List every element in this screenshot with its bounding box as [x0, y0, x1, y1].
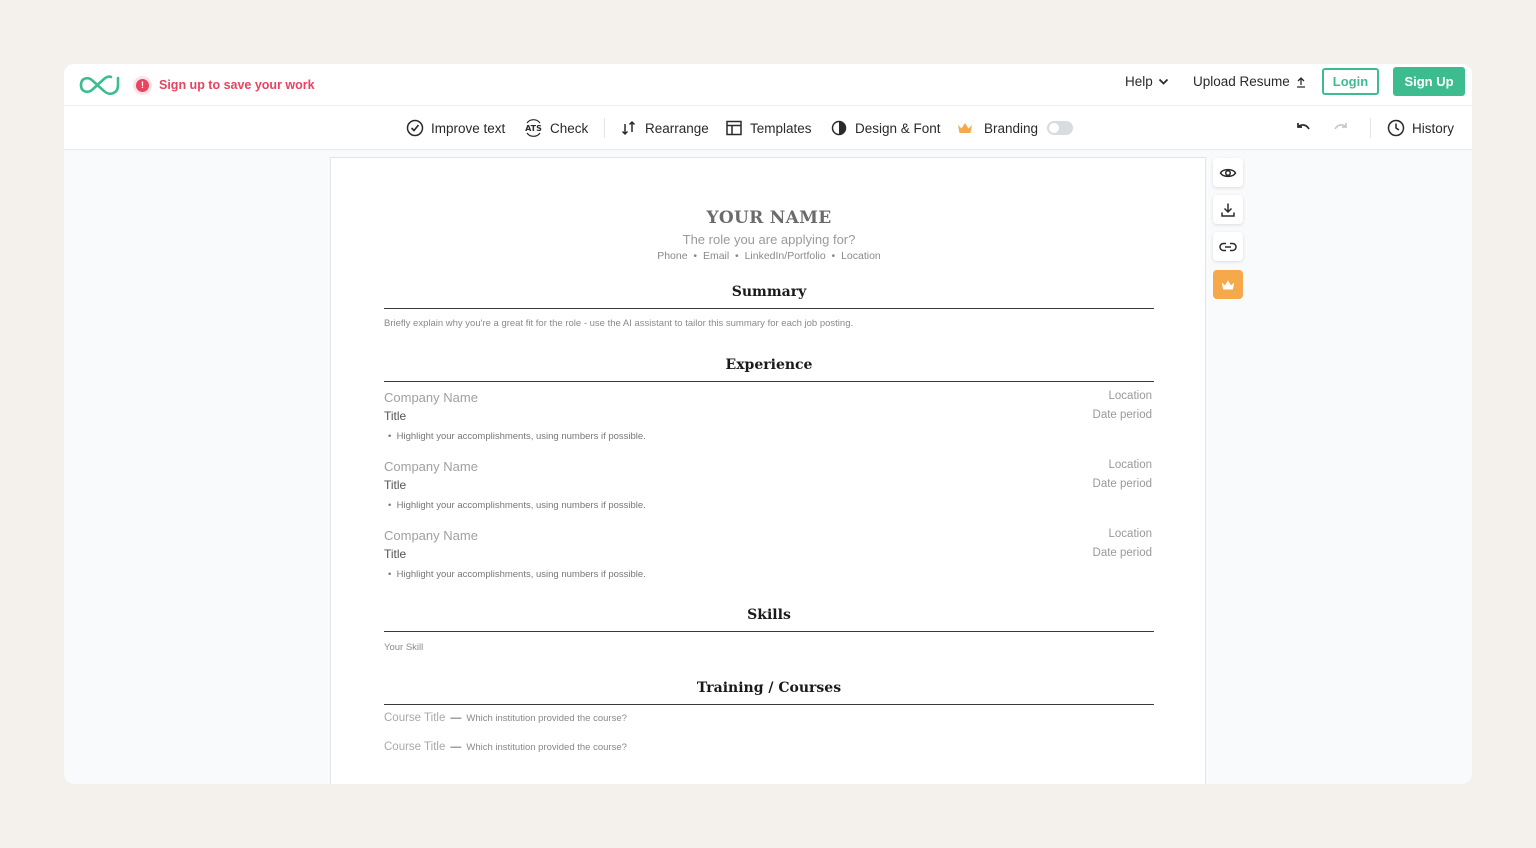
alert-text[interactable]: Sign up to save your work [159, 78, 315, 92]
undo-icon[interactable] [1294, 119, 1312, 137]
job-location[interactable]: Location [1108, 459, 1152, 471]
resume-page [330, 157, 1206, 784]
job-bullet[interactable]: • Highlight your accomplishments, using numbers if possible. [388, 500, 646, 511]
company-name[interactable]: Company Name [384, 528, 478, 543]
course-item[interactable] [384, 741, 627, 753]
redo-icon[interactable] [1332, 119, 1350, 137]
branding-toggle[interactable] [1047, 121, 1073, 135]
job-date[interactable]: Date period [1092, 409, 1152, 421]
resume-role[interactable]: The role you are applying for? [682, 232, 856, 247]
download-icon [1219, 201, 1237, 219]
alert-icon: ! [136, 79, 149, 92]
logo-icon[interactable] [78, 72, 122, 98]
save-work-alert[interactable] [136, 75, 315, 95]
eye-icon [1219, 164, 1237, 182]
section-divider [384, 704, 1154, 705]
job-title[interactable]: Title [384, 478, 407, 492]
check-circle-icon [406, 119, 424, 137]
skills-heading: Skills [747, 607, 791, 623]
course-title[interactable]: Course Title [384, 712, 446, 724]
ats-icon [524, 119, 543, 137]
course-institution[interactable]: Which institution provided the course? [466, 712, 627, 724]
templates-button[interactable] [725, 118, 812, 138]
toolbar-divider [604, 118, 605, 138]
job-location[interactable]: Location [1108, 390, 1152, 402]
link-icon [1218, 238, 1238, 256]
experience-heading: Experience [725, 357, 813, 373]
course-item[interactable] [384, 712, 627, 724]
contact-location[interactable]: Location [841, 250, 881, 262]
design-font-label: Design & Font [855, 120, 941, 136]
branding-control[interactable] [956, 118, 1073, 138]
job-location[interactable]: Location [1108, 528, 1152, 540]
crown-icon [1220, 277, 1236, 293]
company-name[interactable]: Company Name [384, 390, 478, 405]
toolbar-divider [1370, 118, 1371, 138]
bullet-text: Highlight your accomplishments, using numbers if possible. [396, 500, 646, 511]
bullet-text: Highlight your accomplishments, using numbers if possible. [396, 431, 646, 442]
training-heading: Training / Courses [696, 680, 842, 696]
job-title[interactable]: Title [384, 409, 407, 423]
login-button[interactable]: Login [1322, 68, 1379, 95]
top-bar [64, 64, 1472, 106]
rearrange-button[interactable] [620, 118, 709, 138]
job-date[interactable]: Date period [1092, 478, 1152, 490]
history-label: History [1412, 120, 1455, 136]
signup-button[interactable]: Sign Up [1393, 67, 1465, 96]
job-title[interactable]: Title [384, 547, 407, 561]
job-date[interactable]: Date period [1092, 547, 1152, 559]
summary-text[interactable]: Briefly explain why you're a great fit for the role - use the AI assistant to tailor this summary for each job posting. [384, 318, 854, 329]
history-button[interactable] [1387, 118, 1454, 138]
preview-button[interactable] [1213, 158, 1243, 187]
templates-label: Templates [750, 120, 812, 136]
job-bullet[interactable]: • Highlight your accomplishments, using numbers if possible. [388, 569, 646, 580]
improve-text-label: Improve text [431, 120, 506, 136]
upload-icon [1295, 76, 1307, 88]
section-divider [384, 381, 1154, 382]
clock-icon [1387, 119, 1405, 137]
contact-email[interactable]: Email [702, 250, 730, 262]
bullet-text: Highlight your accomplishments, using numbers if possible. [396, 569, 646, 580]
contact-linkedin[interactable]: LinkedIn/Portfolio [744, 250, 826, 262]
help-label: Help [1125, 74, 1153, 89]
skill-item[interactable]: Your Skill [384, 642, 424, 653]
job-bullet[interactable]: • Highlight your accomplishments, using numbers if possible. [388, 431, 646, 442]
contact-line: Phone • Email • LinkedIn/Portfolio • Location [657, 250, 881, 262]
editor-toolbar [64, 106, 1472, 150]
company-name[interactable]: Company Name [384, 459, 478, 474]
download-button[interactable] [1213, 195, 1243, 224]
contrast-icon [830, 119, 848, 137]
share-link-button[interactable] [1213, 232, 1243, 261]
upload-resume-link[interactable] [1193, 74, 1307, 89]
app-window [64, 64, 1472, 784]
chevron-down-icon [1158, 76, 1169, 87]
premium-button[interactable] [1213, 270, 1243, 299]
resume-name[interactable]: YOUR NAME [706, 208, 832, 228]
course-separator: — [450, 741, 462, 753]
rearrange-label: Rearrange [645, 120, 709, 136]
course-institution[interactable]: Which institution provided the course? [466, 741, 627, 753]
section-divider [384, 308, 1154, 309]
branding-label: Branding [984, 120, 1039, 136]
templates-icon [725, 119, 743, 137]
course-separator: — [450, 712, 462, 724]
section-divider [384, 631, 1154, 632]
svg-text:ATS: ATS [525, 124, 542, 133]
contact-phone[interactable]: Phone [657, 250, 688, 262]
improve-text-button[interactable] [406, 118, 505, 138]
rearrange-icon [620, 119, 638, 137]
design-font-button[interactable] [830, 118, 941, 138]
help-menu[interactable] [1125, 74, 1169, 89]
course-title[interactable]: Course Title [384, 741, 446, 753]
ats-check-button[interactable] [524, 118, 588, 138]
summary-heading: Summary [731, 284, 807, 300]
check-label: Check [550, 120, 589, 136]
upload-label: Upload Resume [1193, 74, 1290, 89]
crown-icon [956, 119, 974, 137]
